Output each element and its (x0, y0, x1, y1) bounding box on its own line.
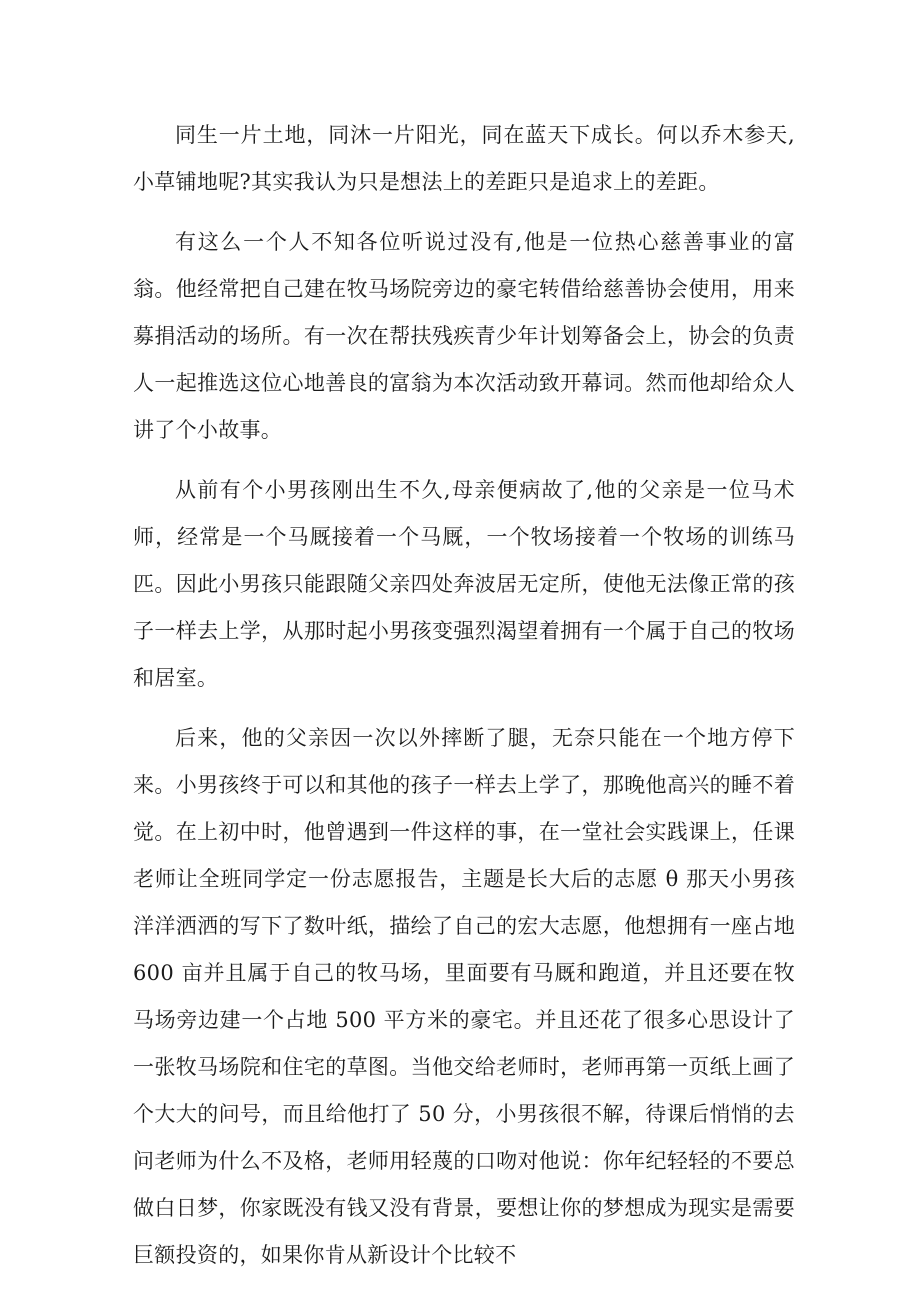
paragraph-1: 同生一片土地，同沐一片阳光，同在蓝天下成长。何以乔木参天,小草铺地呢?其实我认为只是想法上的差距只是追求上的差距。 (133, 123, 795, 194)
paragraph-2: 有这么一个人不知各位听说过没有,他是一位热心慈善事业的富翁。他经常把自己建在牧马场院旁边的豪宅转借给慈善协会使用，用来募捐活动的场所。有一次在帮扶残疾青少年计划筹备会上，协会的负责人一起推选这位心地善良的富翁为本次活动致开幕词。然而他却给众人讲了个小故事。 (133, 230, 795, 442)
paragraph-3: 从前有个小男孩刚出生不久,母亲便病故了,他的父亲是一位马术师，经常是一个马厩接着一个马厩，一个牧场接着一个牧场的训练马匹。因此小男孩只能跟随父亲四处奔波居无定所，使他无法像正常的孩子一样去上学，从那时起小男孩变强烈渴望着拥有一个属于自己的牧场和居室。 (133, 478, 795, 690)
paragraph-4: 后来，他的父亲因一次以外摔断了腿，无奈只能在一个地方停下来。小男孩终于可以和其他的孩子一样去上学了，那晚他高兴的睡不着觉。在上初中时，他曾遇到一件这样的事，在一堂社会实践课上，任课老师让全班同学定一份志愿报告，主题是长大后的志愿 θ 那天小男孩洋洋洒洒的写下了数叶纸，描绘了自己的宏大志愿，他想拥有一座占地 600 亩并且属于自己的牧马场，里面要有马厩和跑道，并且还要在牧马场旁边建一个占地 500 平方米的豪宅。并且还花了很多心思设计了一张牧马场院和住宅的草图。当他交给老师时，老师再第一页纸上画了个大大的问号，而且给他打了 50 分，小男孩很不解，待课后悄悄的去问老师为什么不及格，老师用轻蔑的口吻对他说：你年纪轻轻的不要总做白日梦，你家既没有钱又没有背景，要想让你的梦想成为现实是需要巨额投资的，如果你肯从新设计个比较不 (133, 726, 795, 1267)
document-body (133, 112, 795, 1292)
